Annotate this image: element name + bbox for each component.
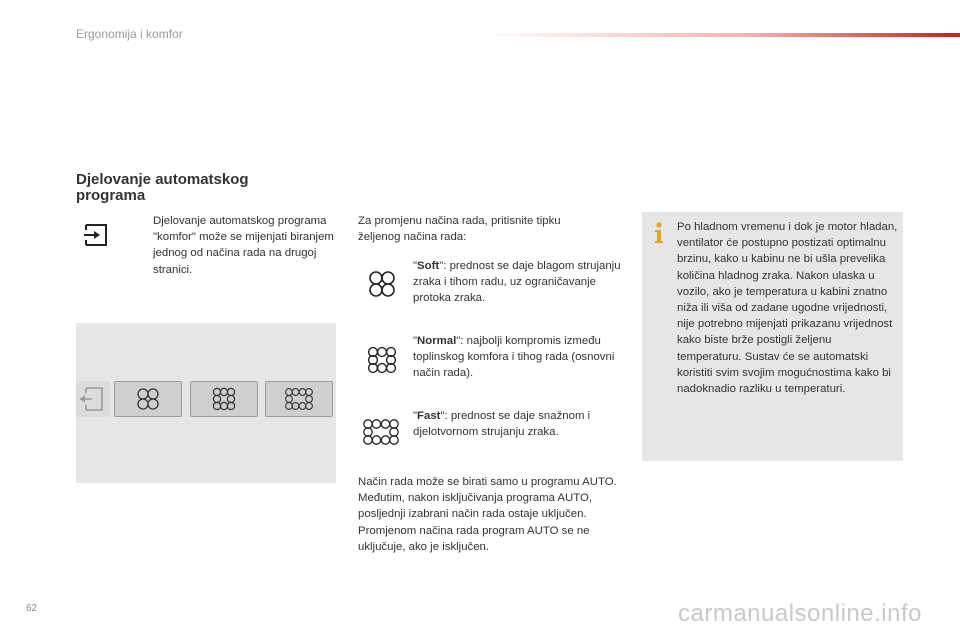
intro-text: Za promjenu načina rada, pritisnite tipku željenog načina rada: [358,215,561,244]
section-header: Ergonomija i komfor [76,27,183,41]
auto-program-text: Djelovanje automatskog programa "komfor" može se mijenjati biranjem jednog od načina rada na drugoj stranici. [153,215,334,276]
soft-fan-icon [366,268,398,300]
info-text: Po hladnom vremenu i dok je motor hladan, ventilator će postupno postizati optimalnu brzinu, kako u kabinu ne bi ušla prevelika količina hladnog zraka. Nakon ulaska u vozilo, ako je temperatura u kabini znatno niža ili viša od zadane ugodne vrijednosti, nije potrebno mijenjati prikazanu vrijednost kako biste brže postigli željenu temperaturu. Sustav će se automatski koristiti svim svojim mogućnostima kako bi nadoknadio razliku u temperaturi. [677,221,898,396]
fast-mode-button[interactable] [265,381,333,417]
exit-screen-icon [76,381,110,417]
mode-name-fast: Fast [417,410,441,422]
normal-mode-button[interactable] [190,381,258,417]
mode-normal-text [413,333,628,382]
normal-fan-icon [364,344,400,376]
mode-footer-text [358,474,628,555]
quote-mark: " [413,335,418,347]
screen-menu-icon [84,222,110,248]
watermark: carmanualsonline.info [678,600,922,627]
info-icon [652,222,666,244]
mode-name-normal: Normal [417,335,457,347]
mode-fast-text [413,408,628,440]
footer-paragraph-2: Promjenom načina rada program AUTO se ne uključuje, ako je isključen. [358,524,590,553]
fast-fan-icon [360,416,402,448]
quote-mark: " [413,260,418,272]
soft-mode-button[interactable] [114,381,182,417]
mode-name-soft: Soft [417,260,440,272]
mode-soft-text [413,258,628,307]
quote-mark: " [413,410,418,422]
fan-3-icon [266,382,332,416]
footer-paragraph-1: Način rada može se birati samo u programu AUTO. Međutim, nakon isključivanja programa AUTO, posljednji izabrani način rada ostaje uključen. [358,476,617,521]
header-rule [480,33,960,37]
mode-desc-fast: ": prednost se daje snažnom i djelotvornom strujanju zraka. [413,410,591,439]
section-title: Djelovanje automatskog programa [76,171,249,204]
mode-desc-soft: ": prednost se daje blagom strujanju zraka i tihom radu, uz ograničavanje protoka zraka. [413,260,621,305]
fan-1-icon [115,382,181,416]
page-number: 62 [26,603,38,614]
fan-2-icon [191,382,257,416]
mode-desc-normal: ": najbolji kompromis između toplinskog komfora i tihog rada (osnovni način rada). [413,335,615,380]
